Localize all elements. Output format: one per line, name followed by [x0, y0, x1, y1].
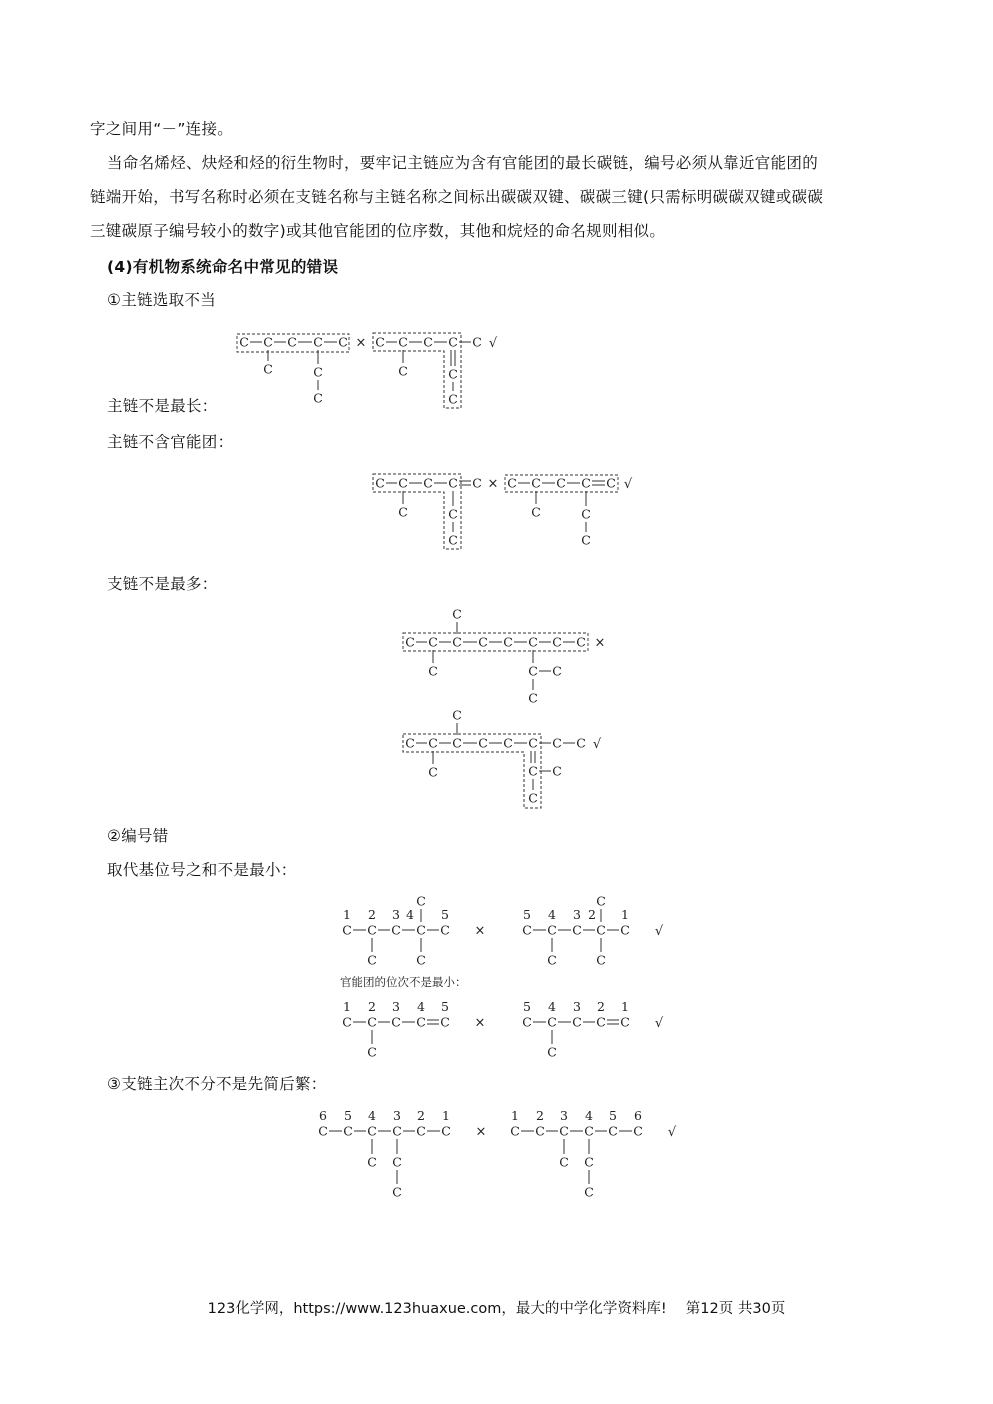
- carbon-atom: C: [342, 1014, 352, 1030]
- carbon-atom: C: [342, 922, 352, 938]
- wrong-mark: ×: [594, 635, 606, 651]
- carbon-atom: C: [338, 334, 348, 350]
- position-number: 3: [573, 907, 581, 922]
- carbon-atom: C: [503, 735, 513, 751]
- carbon-atom: C: [552, 735, 562, 751]
- carbon-atom: C: [441, 1123, 451, 1139]
- carbon-atom: C: [440, 1014, 450, 1030]
- position-number: 4: [548, 907, 556, 922]
- position-number: 2: [368, 907, 376, 922]
- correct-mark: √: [654, 924, 664, 939]
- item-2a-label: 取代基位号之和不是最小：: [107, 861, 297, 879]
- position-number: 4: [417, 999, 425, 1014]
- item-1a-label: 主链不是最长：: [107, 397, 218, 415]
- carbon-atom: C: [559, 1123, 569, 1139]
- carbon-atom: C: [596, 952, 606, 968]
- carbon-atom: C: [535, 1123, 545, 1139]
- carbon-atom: C: [596, 1014, 606, 1030]
- carbon-atom: C: [448, 366, 458, 382]
- carbon-atom: C: [392, 1123, 402, 1139]
- carbon-atom: C: [313, 334, 323, 350]
- carbon-atom: C: [584, 1154, 594, 1170]
- position-number: 2: [597, 999, 605, 1014]
- carbon-atom: C: [507, 475, 517, 491]
- page-footer: 123化学网，https://www.123huaxue.com，最大的中学化学资料库! 第12页 共30页: [207, 1301, 786, 1317]
- carbon-atom: C: [448, 391, 458, 407]
- carbon-atom: C: [398, 475, 408, 491]
- wrong-mark: ×: [474, 923, 486, 939]
- carbon-atom: C: [367, 1044, 377, 1060]
- carbon-atom: C: [472, 334, 482, 350]
- wrong-mark: ×: [355, 335, 367, 351]
- carbon-atom: C: [552, 763, 562, 779]
- carbon-atom: C: [552, 634, 562, 650]
- carbon-atom: C: [423, 334, 433, 350]
- carbon-atom: C: [596, 893, 606, 909]
- position-number: 6: [319, 1108, 327, 1123]
- carbon-atom: C: [416, 893, 426, 909]
- paragraph-1: 字之间用“－”连接。: [90, 120, 234, 138]
- position-number: 2: [588, 907, 596, 922]
- carbon-atom: C: [620, 1014, 630, 1030]
- position-number: 1: [343, 999, 351, 1014]
- selected-chain-box: [403, 734, 541, 808]
- carbon-atom: C: [522, 1014, 532, 1030]
- position-number: 3: [392, 999, 400, 1014]
- carbon-atom: C: [416, 922, 426, 938]
- carbon-atom: C: [263, 361, 273, 377]
- carbon-atom: C: [398, 504, 408, 520]
- carbon-atom: C: [531, 504, 541, 520]
- carbon-atom: C: [448, 506, 458, 522]
- wrong-mark: ×: [475, 1124, 487, 1140]
- carbon-atom: C: [547, 922, 557, 938]
- carbon-atom: C: [313, 364, 323, 380]
- carbon-atom: C: [367, 1123, 377, 1139]
- carbon-atom: C: [392, 1184, 402, 1200]
- carbon-atom: C: [606, 475, 616, 491]
- carbon-atom: C: [428, 764, 438, 780]
- position-number: 6: [634, 1108, 642, 1123]
- carbon-atom: C: [452, 707, 462, 723]
- carbon-atom: C: [416, 1014, 426, 1030]
- position-number: 1: [511, 1108, 519, 1123]
- carbon-atom: C: [405, 634, 415, 650]
- carbon-atom: C: [263, 334, 273, 350]
- carbon-atom: C: [452, 606, 462, 622]
- position-number: 4: [368, 1108, 376, 1123]
- carbon-atom: C: [448, 532, 458, 548]
- carbon-atom: C: [367, 952, 377, 968]
- position-number: 3: [393, 1108, 401, 1123]
- carbon-atom: C: [478, 634, 488, 650]
- item-1b-label: 主链不含官能团：: [107, 433, 234, 451]
- correct-mark: √: [667, 1125, 677, 1140]
- position-number: 3: [392, 907, 400, 922]
- carbon-atom: C: [398, 334, 408, 350]
- position-number: 5: [441, 999, 449, 1014]
- position-number: 5: [441, 907, 449, 922]
- carbon-atom: C: [478, 735, 488, 751]
- carbon-atom: C: [452, 634, 462, 650]
- carbon-atom: C: [528, 763, 538, 779]
- carbon-atom: C: [428, 735, 438, 751]
- carbon-atom: C: [531, 475, 541, 491]
- position-number: 3: [560, 1108, 568, 1123]
- carbon-atom: C: [367, 1154, 377, 1170]
- carbon-atom: C: [528, 790, 538, 806]
- carbon-atom: C: [528, 634, 538, 650]
- carbon-atom: C: [572, 922, 582, 938]
- carbon-atom: C: [559, 1154, 569, 1170]
- wrong-mark: ×: [487, 476, 499, 492]
- carbon-atom: C: [287, 334, 297, 350]
- carbon-atom: C: [428, 663, 438, 679]
- carbon-atom: C: [510, 1123, 520, 1139]
- carbon-atom: C: [448, 475, 458, 491]
- carbon-atom: C: [452, 735, 462, 751]
- carbon-atom: C: [367, 922, 377, 938]
- carbon-atom: C: [581, 475, 591, 491]
- carbon-atom: C: [428, 634, 438, 650]
- carbon-atom: C: [405, 735, 415, 751]
- carbon-atom: C: [448, 334, 458, 350]
- item-1c-label: 支链不是最多：: [107, 575, 218, 593]
- carbon-atom: C: [391, 1014, 401, 1030]
- position-number: 2: [368, 999, 376, 1014]
- carbon-atom: C: [416, 1123, 426, 1139]
- position-number: 1: [343, 907, 351, 922]
- correct-mark: √: [623, 477, 633, 492]
- paragraph-2-line-2: 链端开始，书写名称时必须在支链名称与主链名称之间标出碳碳双键、碳碳三键(只需标明碳碳双键或碳碳: [90, 188, 824, 206]
- paragraph-2-line-3: 三键碳原子编号较小的数字)或其他官能团的位序数，其他和烷烃的命名规则相似。: [90, 222, 666, 240]
- paragraph-2-line-1: 当命名烯烃、炔烃和烃的衍生物时，要牢记主链应为含有官能团的最长碳链，编号必须从靠近官能团的: [107, 154, 819, 172]
- carbon-atom: C: [581, 532, 591, 548]
- correct-mark: √: [488, 336, 498, 351]
- functional-group-position-label: 官能团的位次不是最小：: [340, 975, 467, 989]
- carbon-atom: C: [608, 1123, 618, 1139]
- position-number: 5: [523, 999, 531, 1014]
- carbon-atom: C: [391, 922, 401, 938]
- carbon-atom: C: [423, 475, 433, 491]
- carbon-atom: C: [620, 922, 630, 938]
- carbon-atom: C: [547, 1044, 557, 1060]
- carbon-atom: C: [503, 634, 513, 650]
- carbon-atom: C: [528, 663, 538, 679]
- carbon-atom: C: [416, 952, 426, 968]
- carbon-atom: C: [581, 506, 591, 522]
- carbon-atom: C: [239, 334, 249, 350]
- carbon-atom: C: [343, 1123, 353, 1139]
- item-1-heading: ①主链选取不当: [107, 291, 216, 309]
- position-number: 2: [417, 1108, 425, 1123]
- position-number: 5: [344, 1108, 352, 1123]
- carbon-atom: C: [556, 475, 566, 491]
- position-number: 3: [573, 999, 581, 1014]
- carbon-atom: C: [584, 1184, 594, 1200]
- correct-mark: √: [592, 737, 602, 752]
- position-number: 4: [585, 1108, 593, 1123]
- carbon-atom: C: [392, 1154, 402, 1170]
- carbon-atom: C: [440, 922, 450, 938]
- carbon-atom: C: [522, 922, 532, 938]
- carbon-atom: C: [584, 1123, 594, 1139]
- position-number: 2: [536, 1108, 544, 1123]
- correct-mark: √: [654, 1016, 664, 1031]
- carbon-atom: C: [398, 363, 408, 379]
- carbon-atom: C: [528, 735, 538, 751]
- carbon-atom: C: [528, 690, 538, 706]
- carbon-atom: C: [472, 475, 482, 491]
- carbon-atom: C: [375, 475, 385, 491]
- carbon-atom: C: [552, 663, 562, 679]
- position-number: 5: [523, 907, 531, 922]
- position-number: 5: [609, 1108, 617, 1123]
- carbon-atom: C: [547, 952, 557, 968]
- carbon-atom: C: [313, 390, 323, 406]
- carbon-atom: C: [633, 1123, 643, 1139]
- carbon-atom: C: [547, 1014, 557, 1030]
- item-2-heading: ②编号错: [107, 827, 169, 845]
- position-number: 1: [621, 999, 629, 1014]
- carbon-atom: C: [375, 334, 385, 350]
- carbon-atom: C: [367, 1014, 377, 1030]
- position-number: 4: [406, 907, 414, 922]
- position-number: 1: [442, 1108, 450, 1123]
- carbon-atom: C: [318, 1123, 328, 1139]
- wrong-mark: ×: [474, 1015, 486, 1031]
- item-3-heading: ③支链主次不分不是先简后繁：: [107, 1075, 327, 1093]
- position-number: 4: [548, 999, 556, 1014]
- carbon-atom: C: [576, 735, 586, 751]
- carbon-atom: C: [576, 634, 586, 650]
- carbon-atom: C: [572, 1014, 582, 1030]
- section-title: (4)有机物系统命名中常见的错误: [107, 258, 339, 276]
- position-number: 1: [621, 907, 629, 922]
- carbon-atom: C: [596, 922, 606, 938]
